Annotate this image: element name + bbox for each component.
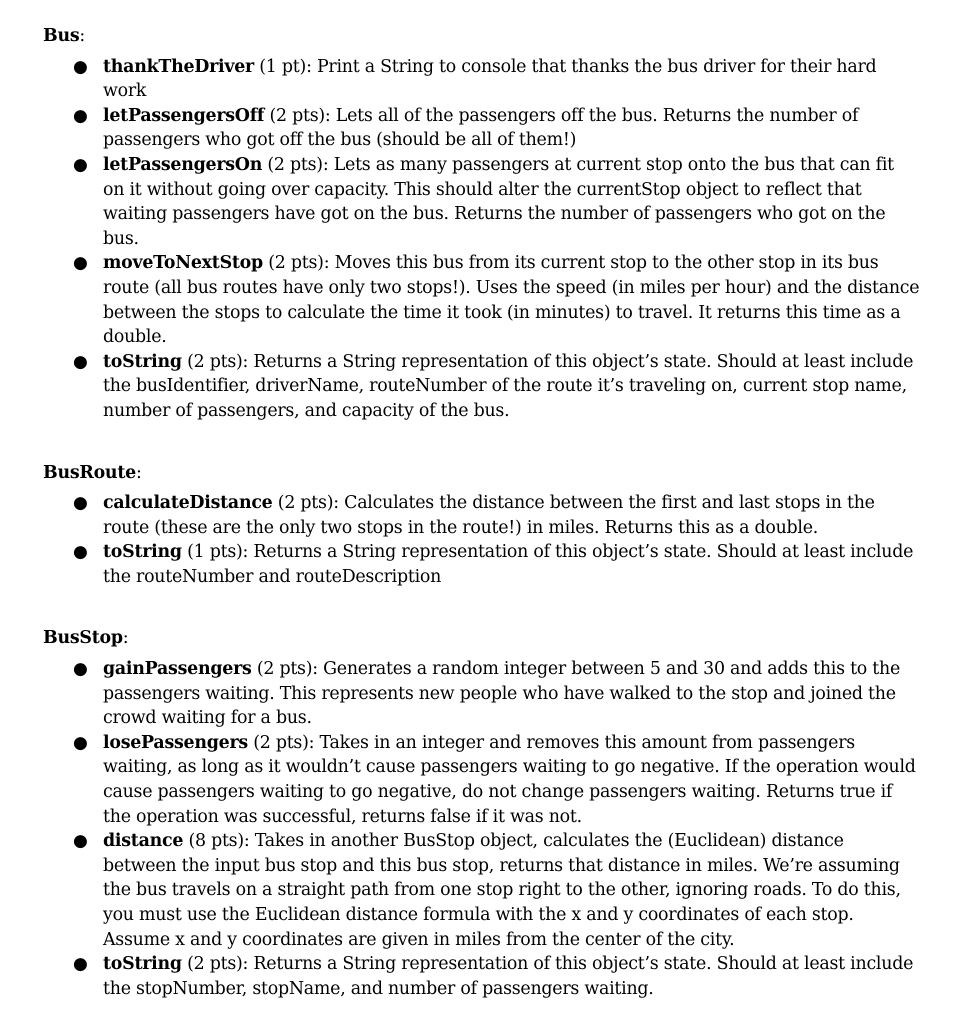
method-points: (8 pts) [188,831,244,852]
method-description: : Moves this bus from its current stop to the other stop in its bus route (all bus routes have only two stops!). Uses the speed (in miles per hour) and the distance between the stops to calculate the time it took (in minutes) to travel. It returns this time as a double. [103,253,920,348]
method-name: calculateDistance [103,493,273,514]
method-description: : Returns a String representation of this object’s state. Should at least include the stopNumber, stopName, and number of passengers waiting. [103,954,914,999]
bullet-icon: ● [73,954,88,975]
method-points: (2 pts) [267,154,323,175]
list-item [73,251,920,349]
bullet-icon: ● [73,659,88,680]
method-description: : Calculates the distance between the first and last stops in the route (these are the only two stops in the route!) in miles. Returns this as a double. [103,493,875,538]
method-points: (1 pt) [259,56,307,77]
method-name: letPassengersOff [103,105,265,126]
method-points: (2 pts) [187,351,243,372]
section-heading: BusStop: [43,628,129,649]
method-description: : Takes in another BusStop object, calculates the (Euclidean) distance between the input bus stop and this bus stop, returns that distance in miles. We’re assuming the bus travels on a straight path from one stop right to the other, ignoring roads. To do this, you must use the Euclidean distance formula with the x and y coordinates of each stop. Assume x and y coordinates are given in miles from the center of the city. [103,831,901,950]
list-item [73,55,920,104]
list-item [73,829,920,952]
section-busroute [43,461,920,590]
method-points: (1 pts) [187,542,243,563]
method-description: : Returns a String representation of this object’s state. Should at least include the busIdentifier, driverName, routeNumber of the route it’s traveling on, current stop name, number of passengers, and capacity of the bus. [103,351,914,421]
bullet-icon: ● [73,351,88,372]
bullet-icon: ● [73,493,88,514]
method-description: : Lets all of the passengers off the bus. Returns the number of passengers who got off the bus (should be all of them!) [103,105,859,151]
method-description: : Takes in an integer and removes this amount from passengers waiting, as long as it wouldn’t cause passengers waiting to go negative. If the operation would cause passengers waiting to go negative, do not change passengers waiting. Returns true if the operation was successful, returns false if it was not. [103,732,916,827]
list-item [73,731,920,829]
method-name: losePassengers [103,732,248,753]
method-description: : Lets as many passengers at current stop onto the bus that can fit on it without going over capacity. This should alter the currentStop object to reflect that waiting passengers have got on the bus. Returns the number of passengers who got on the bus. [103,154,894,249]
method-name: toString [103,351,182,372]
method-name: thankTheDriver [103,56,254,77]
section-bus [43,24,920,424]
method-name: gainPassengers [103,659,252,680]
method-points: (2 pts) [256,659,313,680]
list-item [73,153,920,251]
method-description: : Returns a String representation of this object’s state. Should at least include the routeNumber and routeDescription [103,542,914,587]
method-description: : Generates a random integer between 5 and 30 and adds this to the passengers waiting. This represents new people who have walked to the stop and joined the crowd waiting for a bus. [103,659,901,729]
section-title: BusStop [43,628,123,649]
list-item [73,104,920,153]
bullet-icon: ● [73,105,88,126]
method-name: moveToNextStop [103,253,263,274]
section-busstop [43,626,920,1001]
section-title: Bus [43,26,80,46]
bullet-icon: ● [73,253,88,274]
list-item [73,952,920,1001]
method-list [43,491,920,589]
bullet-icon: ● [73,154,88,175]
method-list [43,55,920,424]
list-item [73,540,920,589]
bullet-icon: ● [73,732,88,753]
list-item [73,491,920,540]
method-points: (2 pts) [187,954,243,975]
bullet-icon: ● [73,831,88,852]
list-item [73,350,920,424]
bullet-icon: ● [73,542,88,563]
method-points: (2 pts) [269,105,325,126]
section-title: BusRoute [43,462,136,483]
method-description: : Print a String to console that thanks the bus driver for their hard work [103,56,877,102]
method-points: (2 pts) [277,493,334,514]
method-list [43,657,920,1001]
method-name: distance [103,831,184,852]
method-points: (2 pts) [253,732,309,753]
method-name: letPassengersOn [103,154,263,175]
method-name: toString [103,954,182,975]
bullet-icon: ● [73,56,88,77]
method-name: toString [103,542,182,563]
section-heading: Bus: [43,26,85,46]
section-heading: BusRoute: [43,462,142,483]
list-item [73,657,920,731]
method-points: (2 pts) [268,253,324,274]
